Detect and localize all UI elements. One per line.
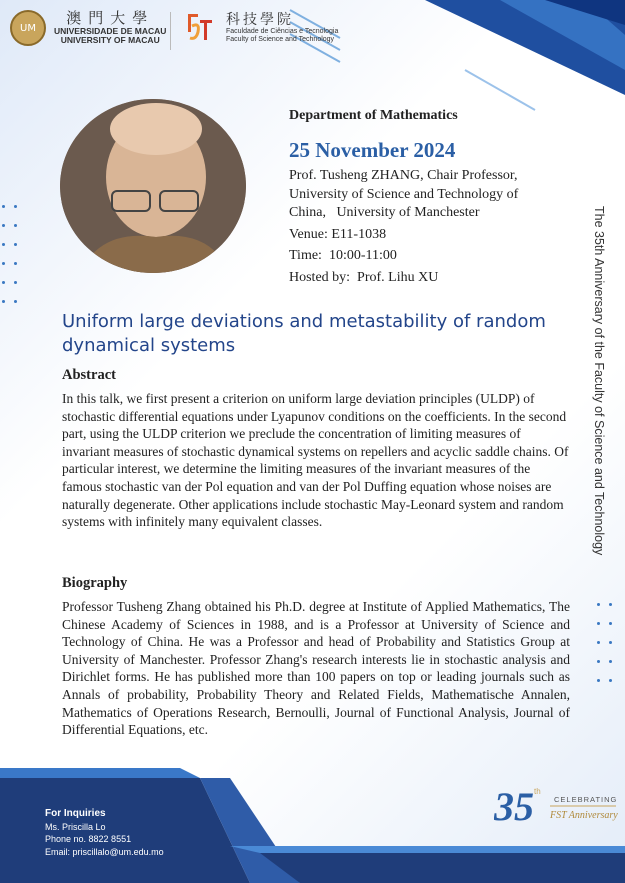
university-logo [10,10,166,46]
contact-email[interactable]: Email: priscillalo@um.edu.mo [45,846,164,857]
contact-name: Ms. Priscilla Lo [45,821,106,832]
event-host: Hosted by: Prof. Lihu XU [289,269,439,285]
talk-title: Uniform large deviations and metastability of random dynamical systems [62,311,546,356]
abstract-heading: Abstract [62,367,116,383]
abstract-text: In this talk, we first present a criterion on uniform large deviation principles (ULDP) of stochastic differential equations under Lyapunov conditions on the coefficients. In the second part, using the ULDP criterion we preclude the concentration of limiting measures of invariant measures of stochastic dynamical systems on repellers and acyclic saddle chains. Of particular interest, we determine the limiting measures of the invariant measures of the famous stochastic van der Pol equation and van der Pol Duffing equation whose noises are naturally degenerate. Other applications include stochastic May-Leonard system and random systems with infinitely many equivalent classes. [62,391,569,530]
um-portuguese-name: UNIVERSIDADE DE MACAU [54,25,167,36]
inquiries-label: For Inquiries [45,808,106,819]
decorative-dots-left [2,205,22,319]
speaker-line: Prof. Tusheng ZHANG, Chair Professor, [289,168,518,183]
event-info [289,108,559,287]
anniversary-sup: th [534,787,541,796]
speaker-photo [60,99,246,273]
celebrating-text: CELEBRATING [554,795,618,804]
event-venue: Venue: E11-1038 [289,226,387,242]
um-english-name: UNIVERSITY OF MACAU [60,35,160,46]
biography-heading: Biography [62,575,128,591]
anniversary-side-text: The 35th Anniversary of the Faculty of Science and Technology [592,206,606,556]
inquiries [45,808,164,858]
event-time: Time: 10:00-11:00 [289,248,397,263]
contact-phone: Phone no. 8822 8551 [45,834,132,844]
decorative-dots-right [597,603,617,698]
logo-divider [170,12,171,50]
event-date: 25 November 2024 [289,138,456,162]
speaker-line: University of Science and Technology of [289,186,519,202]
anniversary-number: 35 [494,784,534,829]
department-name: Department of Mathematics [289,108,458,123]
um-chinese-name: 澳門大學 [66,9,155,28]
fst-chinese-name: 科技學院 [226,12,294,28]
fst-anniversary-text: FST Anniversary [550,810,618,821]
anniversary-logo [494,780,619,830]
fst-mark-icon [186,12,216,44]
speaker-line: China, University of Manchester [289,205,480,220]
faculty-logo [186,12,338,44]
um-seal-icon: UM [10,10,46,46]
biography-text: Professor Tusheng Zhang obtained his Ph.D. degree at Institute of Applied Mathematics, The Chinese Academy of Sciences in 1988, and is a Professor at University of Science and Technology of China. He was a Professor and head of Probability and Statistics Group at University of Manchester. Professor Zhang's research interests lie in stochastic analysis and Dirichlet forms. He has published more than 100 papers on top or leading journals such as Annals of probability, Probability Theory and Related Fields, Mathematische Annalen, Mathematics of Operations Research, Bernoulli, Journal of Functional Analysis, Journal of Differential Equations, etc. [62,599,570,738]
fst-portuguese-name: Faculdade de Ciências e Tecnologia [226,28,339,36]
fst-english-name: Faculty of Science and Technology [226,36,335,44]
